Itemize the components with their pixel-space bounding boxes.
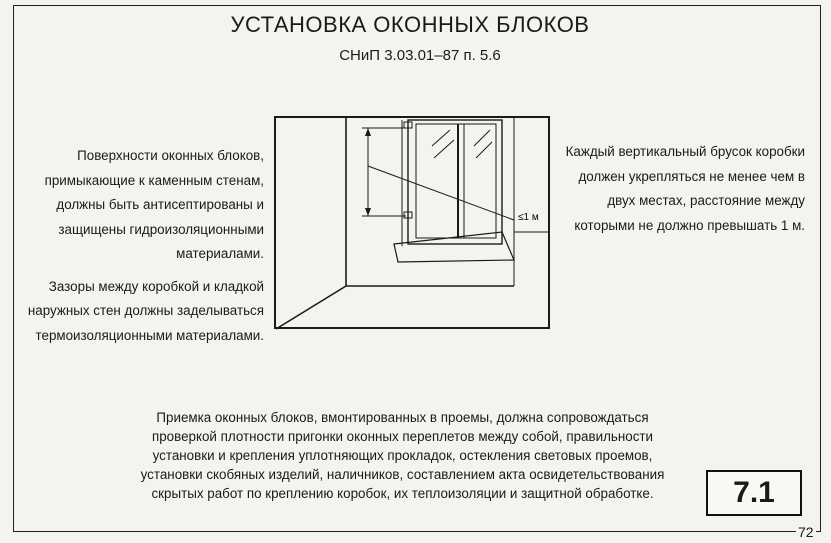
glass-reflection-4 [476,142,492,158]
section-number-badge: 7.1 [706,470,802,516]
dimension-arrow-bottom [365,208,371,216]
dimension-arrow-top [365,128,371,136]
leader-line [368,166,514,220]
left-paragraph-2: Зазоры между коробкой и кладкой наружных стен должны заделываться термоизоляционными материалами. [27,278,264,343]
glass-reflection-2 [434,140,454,158]
floor-edge [276,286,346,329]
drawing-border [275,117,549,328]
page-title: УСТАНОВКА ОКОННЫХ БЛОКОВ [230,12,590,37]
page-number: 72 [798,524,814,540]
page-subtitle: СНиП 3.03.01–87 п. 5.6 [339,47,501,64]
bottom-paragraph: Приемка оконных блоков, вмонтированных в проемы, должна сопровождаться проверкой плотности пригонки оконных переплетов между собой, правильности установки и крепления уплотняющих прокладок, остекления световых проемов, установки скобяных изделий, наличников, составлением акта освидетельствования скрытых работ по креплению коробок, их теплоизоляции и защитной обработке. [140,410,665,501]
left-paragraph-1: Поверхности оконных блоков, примыкающие к каменным стенам, должны быть антисептированы и защищены гидроизоляционными материалами. [44,148,264,261]
glass-reflection-3 [474,130,490,146]
dimension-label: ≤1 м [518,212,539,223]
bottom-text-block [140,408,665,503]
window-frame-inner [416,124,496,238]
right-paragraph-1: Каждый вертикальный брусок коробки должен укрепляться не менее чем в двух местах, расстояние между которыми не должно превышать 1 м. [565,144,805,233]
window-installation-drawing [274,116,552,331]
window-frame-outer [408,120,502,244]
glass-reflection-1 [432,130,450,146]
left-text-block [22,144,264,348]
right-text-block [560,140,805,238]
